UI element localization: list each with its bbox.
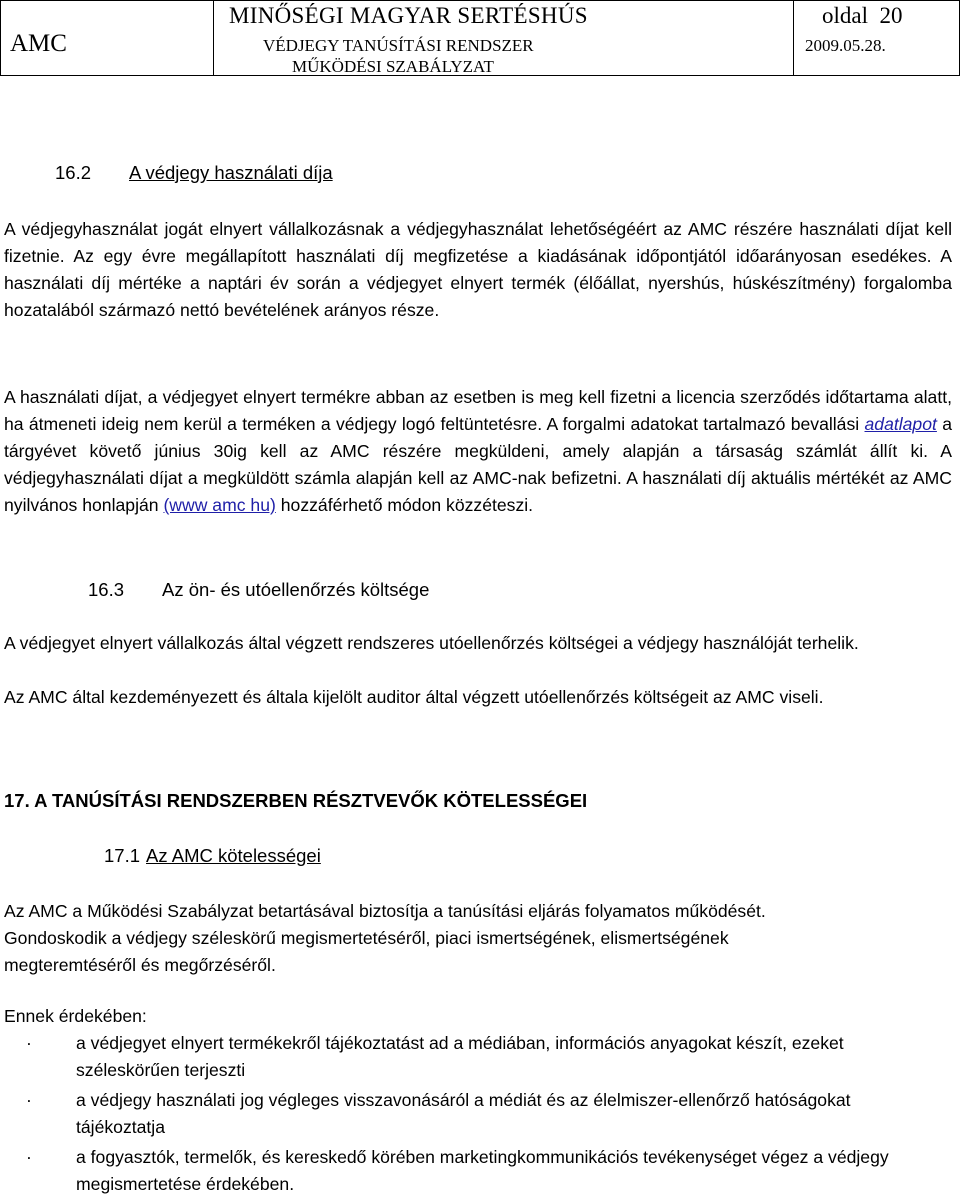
header-divider-2 bbox=[793, 0, 794, 76]
bullet-dot: · bbox=[26, 1147, 32, 1167]
section-title: Az ön- és utóellenőrzés költsége bbox=[162, 579, 430, 600]
section-16-3-paragraph-2: Az AMC által kezdeményezett és általa kijelölt auditor által végzett utóellenőrzés költségeit az AMC viseli. bbox=[4, 687, 824, 707]
website-link[interactable]: (www amc hu) bbox=[163, 495, 276, 515]
chapter-17-heading: 17. A TANÚSÍTÁSI RENDSZERBEN RÉSZTVEVŐK KÖTELESSÉGEI bbox=[4, 790, 588, 811]
duties-list bbox=[0, 1030, 940, 1201]
section-title: A védjegy használati díja bbox=[129, 162, 333, 183]
paragraph-text: A használati díjat, a védjegyet elnyert termékre abban az esetben is meg kell fizetni a licencia szerződés időtartama alatt, ha átmeneti ideig nem kerül a terméken a védjegy logó feltüntetésre. A forgalmi adatokat tartalmazó bevallási bbox=[4, 387, 952, 434]
bullet-intro: Ennek érdekében: bbox=[4, 1006, 147, 1026]
section-number: 16.2 bbox=[55, 162, 92, 183]
list-item-text: a védjegyet elnyert termékekről tájékoztatást ad a médiában, információs anyagokat készít, ezeket széleskörűen terjeszti bbox=[76, 1033, 844, 1080]
header-border-left bbox=[0, 0, 1, 76]
section-16-3-heading bbox=[88, 579, 429, 601]
bullet-dot: · bbox=[26, 1090, 32, 1110]
header-org: AMC bbox=[10, 30, 67, 57]
section-16-2-paragraph-2 bbox=[4, 384, 952, 519]
header-border-top bbox=[0, 0, 960, 1]
header-title: MINŐSÉGI MAGYAR SERTÉSHÚS bbox=[229, 3, 588, 28]
adatlap-link[interactable]: adatlapot bbox=[864, 414, 937, 434]
header-page bbox=[822, 3, 903, 29]
document-header bbox=[0, 0, 960, 76]
page-number: 20 bbox=[879, 3, 903, 28]
list-item bbox=[0, 1144, 940, 1198]
header-date: 2009.05.28. bbox=[805, 36, 886, 55]
list-item-text: a védjegy használati jog végleges visszavonásáról a médiát és az élelmiszer-ellenőrző hatóságokat tájékoztatja bbox=[76, 1090, 851, 1137]
header-subtitle-2: MŰKÖDÉSI SZABÁLYZAT bbox=[292, 57, 494, 76]
section-17-1-paragraph-1: Az AMC a Működési Szabályzat betartásával biztosítja a tanúsítási eljárás folyamatos működését. bbox=[4, 901, 766, 921]
header-divider-1 bbox=[213, 0, 214, 76]
section-17-1-heading bbox=[104, 845, 321, 867]
section-number: 16.3 bbox=[88, 579, 125, 600]
section-number: 17.1 bbox=[104, 845, 141, 866]
list-item bbox=[0, 1087, 940, 1141]
section-16-2-paragraph-1: A védjegyhasználat jogát elnyert vállalkozásnak a védjegyhasználat lehetőségéért az AMC részére használati díjat kell fizetnie. Az egy évre megállapított használati díj megfizetése a kiadásának időpontjától időarányosan esedékes. A használati díj mértéke a naptári év során a védjegyet elnyert termék (élőállat, nyershús, húskészítmény) forgalomba hozatalából származó nettó bevételének arányos része. bbox=[4, 219, 952, 320]
page-label: oldal bbox=[822, 3, 868, 28]
list-item-text: a fogyasztók, termelők, és kereskedő körében marketingkommunikációs tevékenységet végez a védjegy megismertetése érdekében. bbox=[76, 1147, 889, 1194]
bullet-dot: · bbox=[26, 1033, 32, 1053]
header-subtitle-1: VÉDJEGY TANÚSÍTÁSI RENDSZER bbox=[263, 36, 534, 55]
section-title: Az AMC kötelességei bbox=[146, 845, 321, 866]
section-16-3-paragraph-1: A védjegyet elnyert vállalkozás által végzett rendszeres utóellenőrzés költségei a védjegy használóját terhelik. bbox=[4, 633, 859, 653]
paragraph-text: hozzáférhető módon közzéteszi. bbox=[280, 495, 534, 515]
section-16-2-heading bbox=[55, 162, 333, 184]
paragraph-text: a tárgyévet követő június 30ig kell az AMC részére megküldeni, amely alapján a társaság számlát állít ki. A védjegyhasználati díjat a megküldött számla alapján kell az AMC-nak befizetni. A használati díj aktuális mértékét az AMC nyilvános honlapján bbox=[4, 414, 953, 515]
list-item bbox=[0, 1030, 940, 1084]
section-17-1-paragraph-2: Gondoskodik a védjegy széleskörű megismertetéséről, piaci ismertségének, elismertségének megteremtéséről és megőrzéséről. bbox=[4, 928, 729, 975]
